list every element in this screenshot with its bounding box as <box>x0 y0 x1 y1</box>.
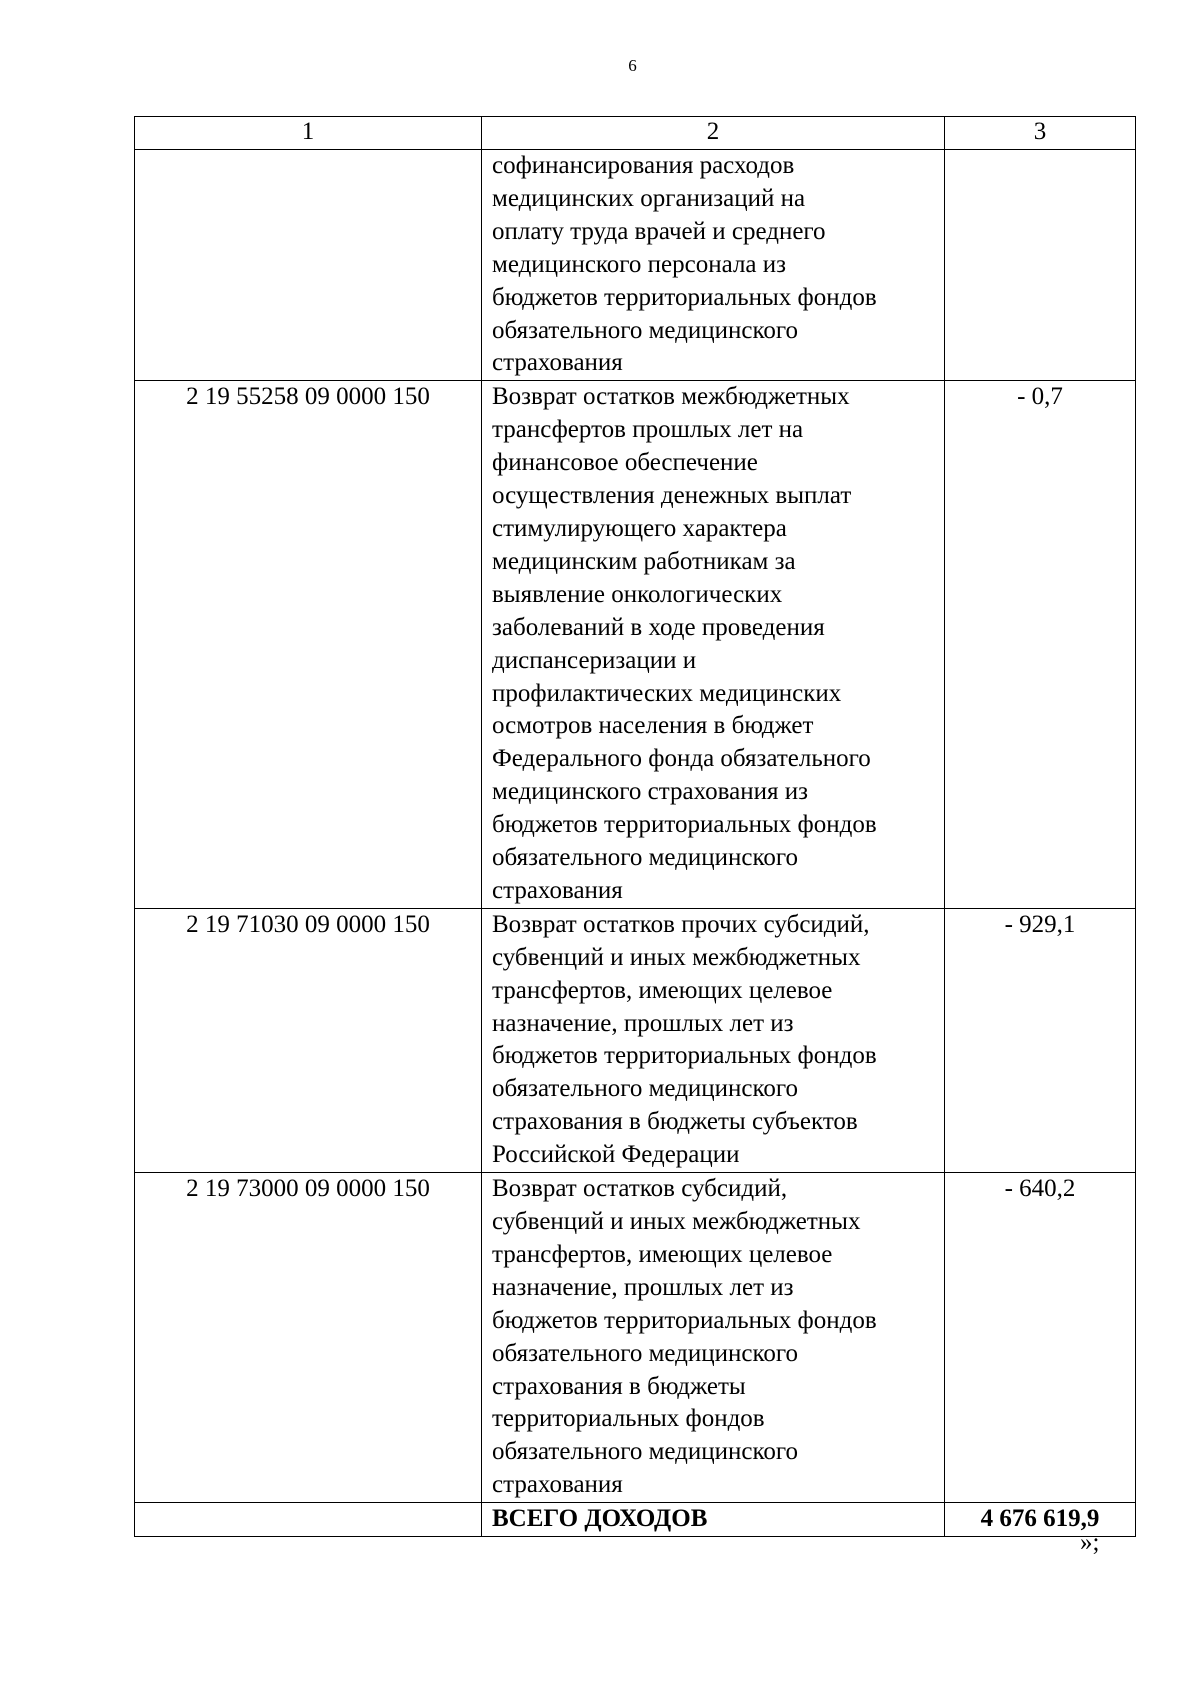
row-description: софинансирования расходов медицинских организаций на оплату труда врачей и среднего медицинского персонала из бюджетов территориальных фондов обязательного медицинского страхования <box>482 150 945 381</box>
row-amount: - 640,2 <box>945 1173 1136 1503</box>
table-row <box>135 1173 1136 1503</box>
total-label: ВСЕГО ДОХОДОВ <box>482 1503 945 1537</box>
row-description: Возврат остатков межбюджетных трансфертов прошлых лет на финансовое обеспечение осуществления денежных выплат стимулирующего характера медицинским работникам за выявление онкологических заболеваний в ходе проведения диспансеризации и профилактических медицинских осмотров населения в бюджет Федерального фонда обязательного медицинского страхования из бюджетов территориальных фондов обязательного медицинского страхования <box>482 381 945 909</box>
column-header-3: 3 <box>945 117 1136 150</box>
row-description: Возврат остатков субсидий, субвенций и иных межбюджетных трансфертов, имеющих целевое назначение, прошлых лет из бюджетов территориальных фондов обязательного медицинского страхования в бюджеты территориальных фондов обязательного медицинского страхования <box>482 1173 945 1503</box>
row-amount: - 0,7 <box>945 381 1136 909</box>
row-code: 2 19 73000 09 0000 150 <box>135 1173 482 1503</box>
row-amount <box>945 150 1136 381</box>
income-table <box>134 116 1136 1537</box>
table-row <box>135 381 1136 909</box>
total-value: 4 676 619,9 <box>945 1503 1136 1537</box>
page-number: 6 <box>628 56 637 75</box>
total-code-cell <box>135 1503 482 1537</box>
table-row <box>135 908 1136 1172</box>
row-code: 2 19 55258 09 0000 150 <box>135 381 482 909</box>
row-description: Возврат остатков прочих субсидий, субвенций и иных межбюджетных трансфертов, имеющих целевое назначение, прошлых лет из бюджетов территориальных фондов обязательного медицинского страхования в бюджеты субъектов Российской Федерации <box>482 908 945 1172</box>
column-header-2: 2 <box>482 117 945 150</box>
table-row <box>135 150 1136 381</box>
row-code <box>135 150 482 381</box>
table-header-row <box>135 117 1136 150</box>
row-amount: - 929,1 <box>945 908 1136 1172</box>
closing-quote-mark: »; <box>1080 1529 1100 1556</box>
total-row <box>135 1503 1136 1537</box>
row-code: 2 19 71030 09 0000 150 <box>135 908 482 1172</box>
column-header-1: 1 <box>135 117 482 150</box>
